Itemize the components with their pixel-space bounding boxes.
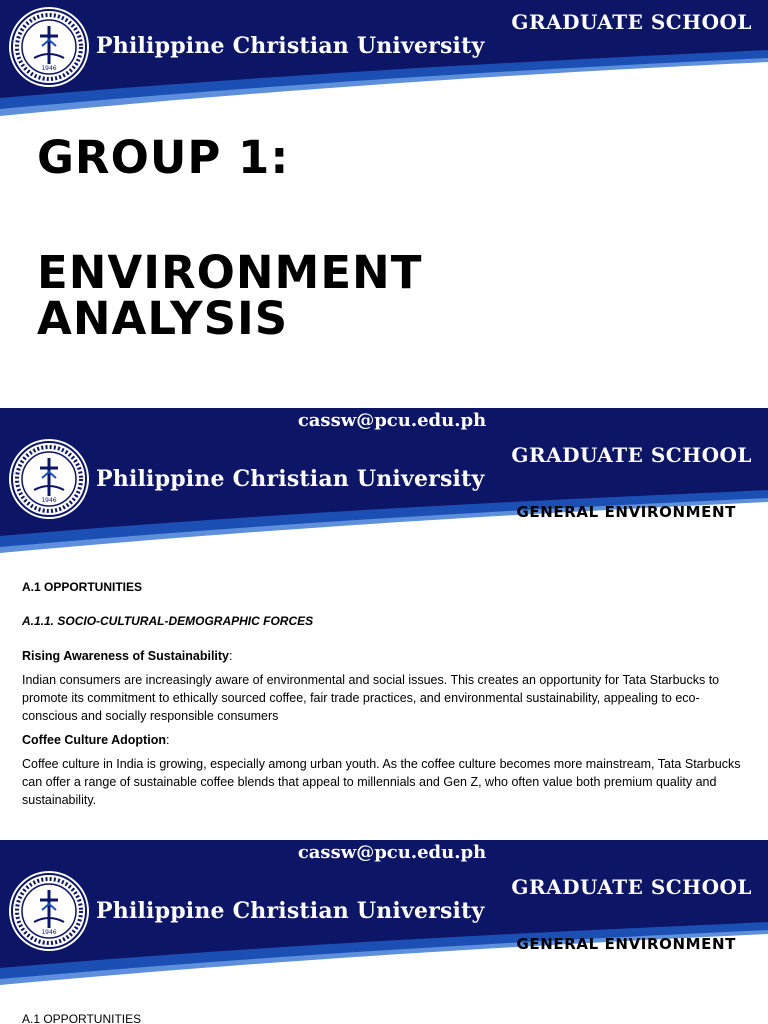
university-name: Philippine Christian University: [96, 33, 485, 59]
item-2-heading: [22, 731, 742, 749]
title-group: GROUP 1:: [37, 131, 290, 184]
item-2-label: Coffee Culture Adoption: [22, 733, 166, 747]
item-1-label: Rising Awareness of Sustainability: [22, 649, 230, 663]
contact-email: cassw@pcu.edu.ph: [297, 842, 487, 863]
item-2-colon: :: [165, 733, 170, 747]
university-seal-icon: [8, 870, 90, 952]
slide-body: [22, 578, 742, 809]
title-analysis: ANALYSIS: [37, 292, 289, 345]
contact-email: cassw@pcu.edu.ph: [297, 410, 487, 431]
slide-2: [0, 408, 768, 818]
item-2-text: Coffee culture in India is growing, especially among urban youth. As the coffee culture becomes more mainstream, Tata Starbucks can offer a range of sustainable coffee blends that appeal to millennials and Gen Z, who often value both premium quality and sustainability.: [22, 757, 741, 807]
university-seal-icon: [8, 438, 90, 520]
graduate-school-label: GRADUATE SCHOOL: [511, 443, 752, 467]
section-title: GENERAL ENVIRONMENT: [516, 935, 736, 953]
university-seal-icon: [8, 6, 90, 88]
slide-header: [0, 840, 768, 985]
title-environment: ENVIRONMENT: [37, 246, 423, 299]
section-heading: A.1 OPPORTUNITIES: [22, 1012, 142, 1024]
university-name: Philippine Christian University: [96, 898, 485, 924]
section-heading: A.1 OPPORTUNITIES: [22, 580, 143, 594]
item-1-heading: [22, 647, 742, 665]
slide-3: [0, 840, 768, 1024]
graduate-school-label: GRADUATE SCHOOL: [511, 10, 752, 34]
slide-header: [0, 0, 768, 120]
university-name: Philippine Christian University: [96, 466, 485, 492]
seal-year: 1946: [41, 929, 57, 936]
seal-year: 1946: [41, 65, 57, 72]
slide-1: [0, 0, 768, 408]
slide-header: [0, 408, 768, 553]
slide-body: [22, 1010, 742, 1024]
section-title: GENERAL ENVIRONMENT: [516, 503, 736, 521]
item-1-text: Indian consumers are increasingly aware of environmental and social issues. This creates an opportunity for Tata Starbucks to promote its commitment to ethically sourced coffee, fair trade practices, and environmental sustainability, appealing to eco-conscious and socially responsible consumers: [22, 673, 720, 723]
item-1-colon: :: [229, 649, 233, 663]
seal-year: 1946: [41, 497, 57, 504]
subsection-heading: A.1.1. SOCIO-CULTURAL-DEMOGRAPHIC FORCES: [22, 614, 314, 628]
graduate-school-label: GRADUATE SCHOOL: [511, 875, 752, 899]
